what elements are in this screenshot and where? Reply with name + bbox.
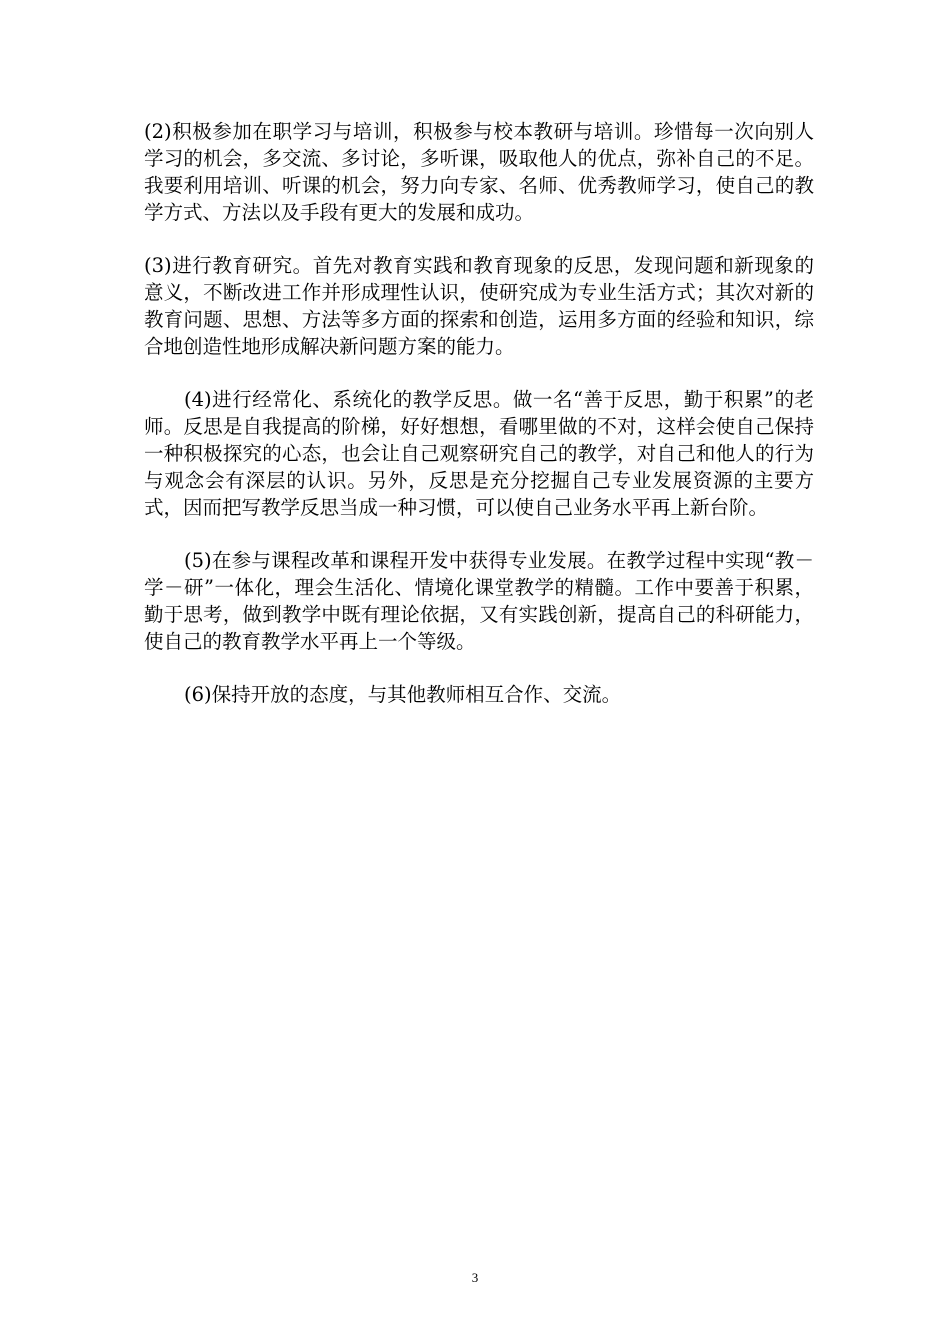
document-body	[144, 118, 814, 734]
page-number: 3	[471, 1270, 479, 1285]
paragraph-item-2: (2)积极参加在职学习与培训，积极参与校本教研与培训。珍惜每一次向别人学习的机会，多交流、多讨论，多听课，吸取他人的优点，弥补自己的不足。我要利用培训、听课的机会，努力向专家、名师、优秀教师学习，使自己的教学方式、方法以及手段有更大的发展和成功。	[144, 120, 814, 224]
paragraph-item-3: (3)进行教育研究。首先对教育实践和教育现象的反思，发现问题和新现象的意义，不断改进工作并形成理性认识，使研究成为专业生活方式；其次对新的教育问题、思想、方法等多方面的探索和创造，运用多方面的经验和知识，综合地创造性地形成解决新问题方案的能力。	[144, 254, 814, 358]
paragraph-item-5: (5)在参与课程改革和课程开发中获得专业发展。在教学过程中实现“教－学－研”一体化，理会生活化、情境化课堂教学的精髓。工作中要善于积累，勤于思考，做到教学中既有理论依据，又有实践创新，提高自己的科研能力，使自己的教育教学水平再上一个等级。	[144, 549, 814, 653]
paragraph-item-6: (6)保持开放的态度，与其他教师相互合作、交流。	[184, 683, 622, 706]
paragraph-item-4: (4)进行经常化、系统化的教学反思。做一名“善于反思，勤于积累”的老师。反思是自我提高的阶梯，好好想想，看哪里做的不对，这样会使自己保持一种积极探究的心态，也会让自己观察研究自己的教学，对自己和他人的行为与观念会有深层的认识。另外，反思是充分挖掘自己专业发展资源的主要方式，因而把写教学反思当成一种习惯，可以使自己业务水平再上新台阶。	[144, 388, 814, 519]
